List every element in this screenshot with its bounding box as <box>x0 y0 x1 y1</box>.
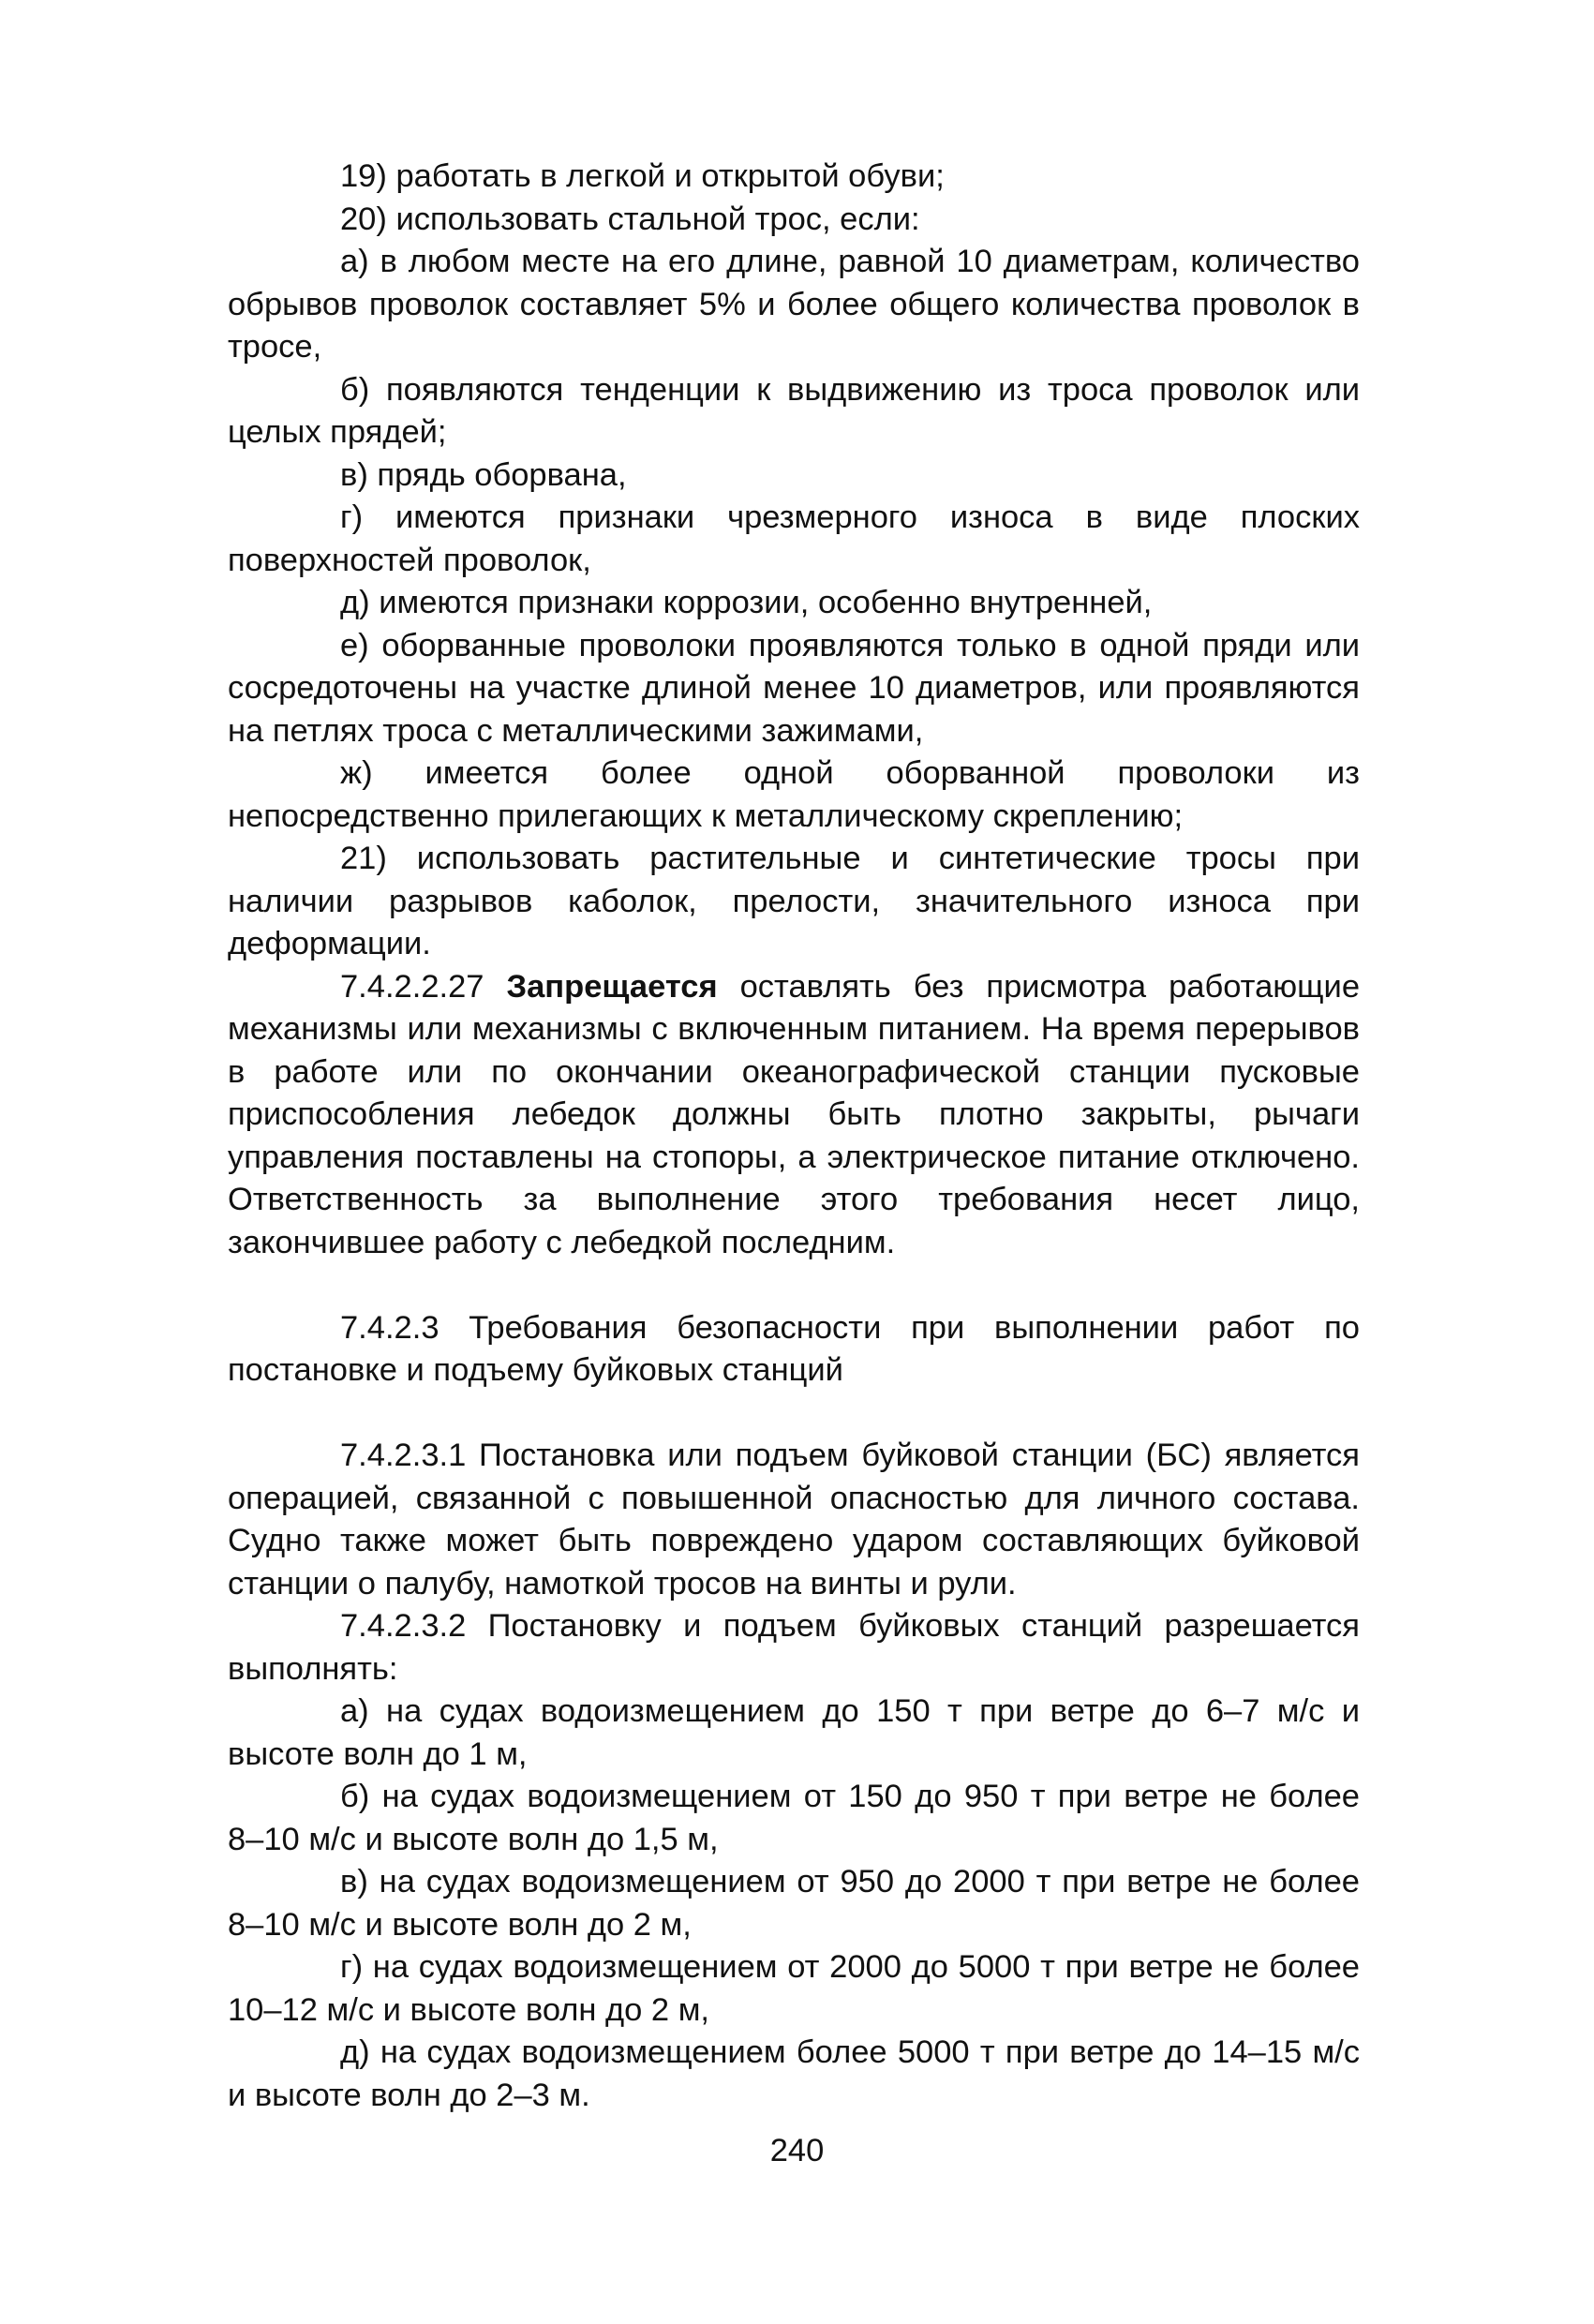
clause-number: 7.4.2.2.27 <box>340 968 484 1005</box>
clause-7-4-2-2-27 <box>228 966 1360 1265</box>
section-heading: 7.4.2.3 Требования безопасности при выполнении работ по постановке и подъему буйковых станций <box>228 1309 1360 1388</box>
list-item-d: д) на судах водоизмещением более 5000 т при ветре до 14–15 м/с и высоте волн до 2–3 м. <box>228 2034 1360 2113</box>
page-body <box>228 156 1360 2117</box>
clause-text: оставлять без присмотра работающие механизмы или механизмы с включенным питанием. На время перерывов в работе или по окончании океанографической станции пусковые приспособления лебедок должны быть плотно закрыты, рычаги управления поставлены на стопоры, а электрическое питание отключено. Ответственность за выполнение этого требования несет лицо, закончившее работу с лебедкой последним. <box>228 968 1361 1260</box>
spacer <box>228 1264 1360 1307</box>
list-item-20zh: ж) имеется более одной оборванной проволоки из непосредственно прилегающих к металлическому скреплению; <box>228 755 1360 834</box>
list-item-20g: г) имеются признаки чрезмерного износа в виде плоских поверхностей проволок, <box>228 499 1360 578</box>
spacer <box>228 1393 1360 1436</box>
page-number: 240 <box>769 2133 825 2168</box>
clause-bold-term: Запрещается <box>506 968 718 1005</box>
list-item-20e: е) оборванные проволоки проявляются только в одной пряди или сосредоточены на участке длиной менее 10 диаметров, или проявляются на петлях троса с металлическими зажимами, <box>228 627 1360 749</box>
list-item-21: 21) использовать растительные и синтетические тросы при наличии разрывов каболок, прелости, значительного износа при деформации. <box>228 841 1360 961</box>
clause-7-4-2-3-1: 7.4.2.3.1 Постановка или подъем буйковой станции (БС) является операцией, связанной с повышенной опасностью для личного состава. Судно также может быть повреждено ударом составляющих буйковой станции о палубу, намоткой тросов на винты и рули. <box>228 1438 1360 1601</box>
clause-7-4-2-3-2: 7.4.2.3.2 Постановку и подъем буйковых станций разрешается выполнять: <box>228 1608 1360 1687</box>
list-item-a: а) на судах водоизмещением до 150 т при ветре до 6–7 м/с и высоте волн до 1 м, <box>228 1693 1360 1772</box>
list-item-20a: а) в любом месте на его длине, равной 10 диаметрам, количество обрывов проволок составляет 5% и более общего количества проволок в тросе, <box>228 244 1360 365</box>
list-item-20: 20) использовать стальной трос, если: <box>340 201 920 237</box>
list-item-20d: д) имеются признаки коррозии, особенно внутренней, <box>340 585 1153 620</box>
list-item-19: 19) работать в легкой и открытой обуви; <box>340 158 945 194</box>
list-item-v: в) на судах водоизмещением от 950 до 2000 т при ветре не более 8–10 м/с и высоте волн до 2 м, <box>228 1864 1360 1943</box>
list-item-b: б) на судах водоизмещением от 150 до 950 т при ветре не более 8–10 м/с и высоте волн до 1,5 м, <box>228 1779 1360 1857</box>
list-item-20b: б) появляются тенденции к выдвижению из троса проволок или целых прядей; <box>228 371 1360 450</box>
list-item-20v: в) прядь оборвана, <box>340 456 627 493</box>
list-item-g: г) на судах водоизмещением от 2000 до 5000 т при ветре не более 10–12 м/с и высоте волн до 2 м, <box>228 1949 1360 2028</box>
